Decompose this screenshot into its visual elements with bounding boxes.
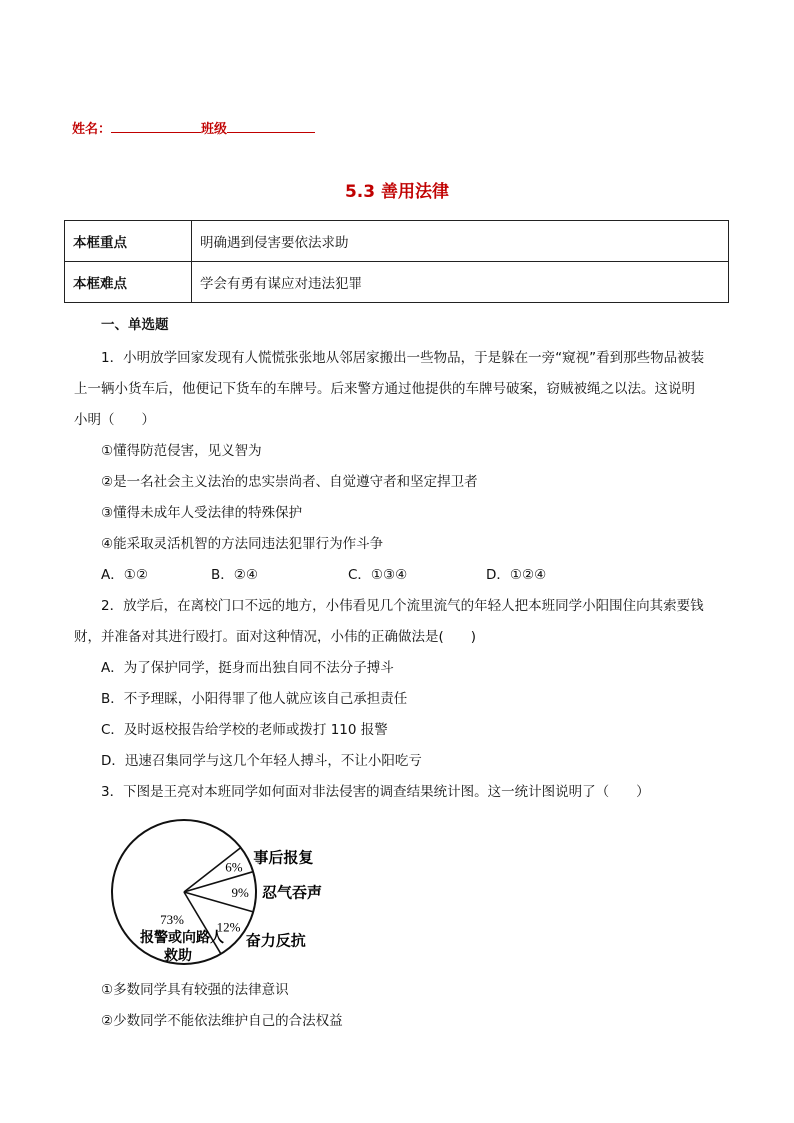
choice-c[interactable]: C．①③④ bbox=[348, 567, 408, 583]
pie-pct-label: 9% bbox=[231, 884, 249, 900]
question-3-line: 3．下图是王亮对本班同学如何面对非法侵害的调查结果统计图。这一统计图说明了（ ） bbox=[101, 784, 650, 800]
pie-category-label: 忍气吞声 bbox=[261, 883, 323, 902]
choice-c[interactable]: C．及时返校报告给学校的老师或拨打 110 报警 bbox=[101, 722, 388, 738]
key-points-table bbox=[64, 220, 729, 303]
choice-b[interactable]: B．不予理睬，小阳得罪了他人就应该自己承担责任 bbox=[101, 691, 408, 707]
pie-pct-label: 12% bbox=[216, 919, 241, 935]
choice-b[interactable]: B．②④ bbox=[211, 567, 258, 583]
question-1-line-1: 1．小明放学回家发现有人慌慌张张地从邻居家搬出一些物品，于是躲在一旁“窥视”看到那些物品被装 bbox=[101, 350, 705, 366]
table-cell-key: 本框重点 bbox=[65, 221, 192, 262]
question-2-line-2: 财，并准备对其进行殴打。面对这种情况，小伟的正确做法是( ) bbox=[74, 629, 477, 645]
statement-item: ②是一名社会主义法治的忠实崇尚者、自觉遵守者和坚定捍卫者 bbox=[101, 474, 478, 490]
table-cell-value: 学会有勇有谋应对违法犯罪 bbox=[192, 262, 729, 303]
name-label: 姓名： bbox=[72, 122, 112, 137]
table-row bbox=[65, 221, 729, 262]
pie-chart bbox=[100, 812, 360, 972]
class-label: 班级 bbox=[201, 122, 228, 137]
pie-pct-label: 73% bbox=[160, 912, 184, 927]
question-1-line-3: 小明（ ） bbox=[74, 412, 155, 428]
pie-category-label: 事后报复 bbox=[253, 848, 314, 867]
class-blank[interactable] bbox=[227, 120, 315, 133]
statement-item: ③懂得未成年人受法律的特殊保护 bbox=[101, 505, 303, 521]
statement-item: ④能采取灵活机智的方法同违法犯罪行为作斗争 bbox=[101, 536, 384, 552]
question-2-line-1: 2．放学后，在离校门口不远的地方，小伟看见几个流里流气的年轻人把本班同学小阳围住向其索要钱 bbox=[101, 598, 704, 614]
choice-a[interactable]: A．①② bbox=[101, 567, 148, 583]
pie-category-label: 奋力反抗 bbox=[245, 931, 306, 950]
choice-d[interactable]: D．①②④ bbox=[486, 567, 547, 583]
choice-d[interactable]: D．迅速召集同学与这几个年轻人搏斗，不让小阳吃亏 bbox=[101, 753, 422, 769]
choice-a[interactable]: A．为了保护同学，挺身而出独自同不法分子搏斗 bbox=[101, 660, 394, 676]
statement-item: ①多数同学具有较强的法律意识 bbox=[101, 982, 289, 998]
table-cell-value: 明确遇到侵害要依法求助 bbox=[192, 221, 729, 262]
question-1-line-2: 上一辆小货车后，他便记下货车的车牌号。后来警方通过他提供的车牌号破案，窃贼被绳之以法。这说明 bbox=[74, 381, 695, 397]
name-blank[interactable] bbox=[111, 120, 201, 133]
student-info-line bbox=[72, 118, 315, 137]
table-row bbox=[65, 262, 729, 303]
table-cell-key: 本框难点 bbox=[65, 262, 192, 303]
page-title: 5.3 善用法律 bbox=[344, 182, 450, 202]
pie-category-label: 救助 bbox=[164, 948, 192, 964]
pie-pct-label: 6% bbox=[225, 859, 243, 875]
statement-item: ①懂得防范侵害，见义智为 bbox=[101, 443, 262, 459]
section-title: 一、单选题 bbox=[101, 317, 169, 333]
pie-category-label: 报警或向路人 bbox=[140, 930, 224, 946]
statement-item: ②少数同学不能依法维护自己的合法权益 bbox=[101, 1013, 343, 1029]
